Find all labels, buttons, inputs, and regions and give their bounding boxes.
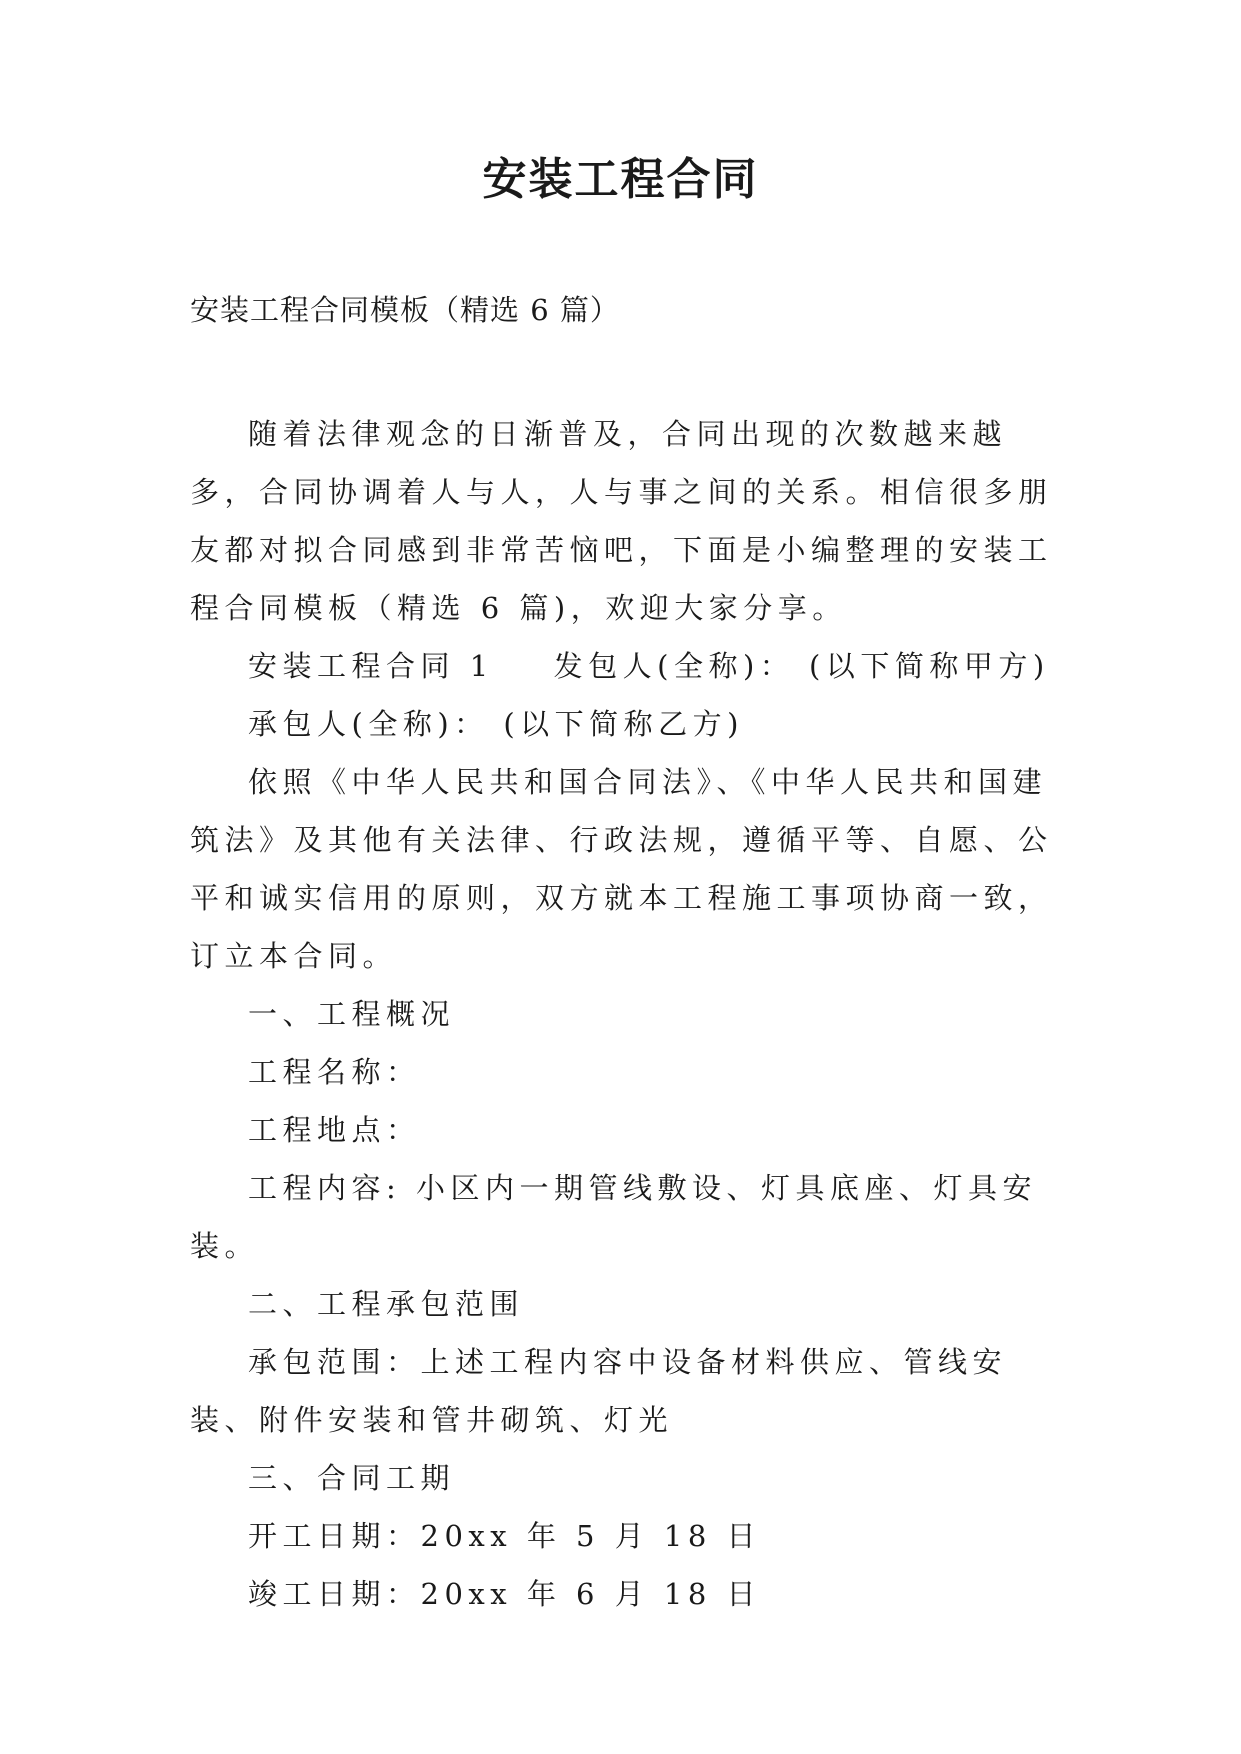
document-body: [190, 405, 1070, 1623]
section-heading-overview: 一、工程概况: [248, 997, 456, 1031]
contractee-line: 承包人(全称)： (以下简称乙方): [248, 707, 744, 741]
project-location-line: 工程地点：: [248, 1113, 421, 1147]
section-heading-period: 三、合同工期: [248, 1461, 456, 1495]
project-content-line: 工程内容: 小区内一期管线敷设、灯具底座、灯具安装。: [190, 1171, 1037, 1263]
contract-heading: 安装工程合同 1: [248, 649, 494, 683]
document-subtitle: 安装工程合同模板（精选 6 篇）: [190, 293, 620, 327]
intro-paragraph: 随着法律观念的日渐普及，合同出现的次数越来越多，合同协调着人与人，人与事之间的关系。相信很多朋友都对拟合同感到非常苦恼吧，下面是小编整理的安装工程合同模板（精选 6 篇)，欢迎大家分享。: [190, 417, 1053, 625]
basis-paragraph: 依照《中华人民共和国合同法》、《中华人民共和国建筑法》及其他有关法律、行政法规，遵循平等、自愿、公平和诚实信用的原则，双方就本工程施工事项协商一致，订立本合同。: [190, 765, 1053, 973]
section-heading-scope: 二、工程承包范围: [248, 1287, 525, 1321]
contract-heading-line: [190, 637, 1070, 695]
document-title: 安装工程合同: [482, 154, 759, 205]
contractor-line: 发包人(全称)： (以下简称甲方): [553, 649, 1050, 683]
start-date-line: 开工日期：20xx 年 5 月 18 日: [248, 1519, 762, 1553]
end-date-line: 竣工日期：20xx 年 6 月 18 日: [248, 1577, 762, 1611]
project-name-line: 工程名称：: [248, 1055, 421, 1089]
scope-paragraph: 承包范围：上述工程内容中设备材料供应、管线安装、附件安装和管井砌筑、灯光: [190, 1345, 1008, 1437]
